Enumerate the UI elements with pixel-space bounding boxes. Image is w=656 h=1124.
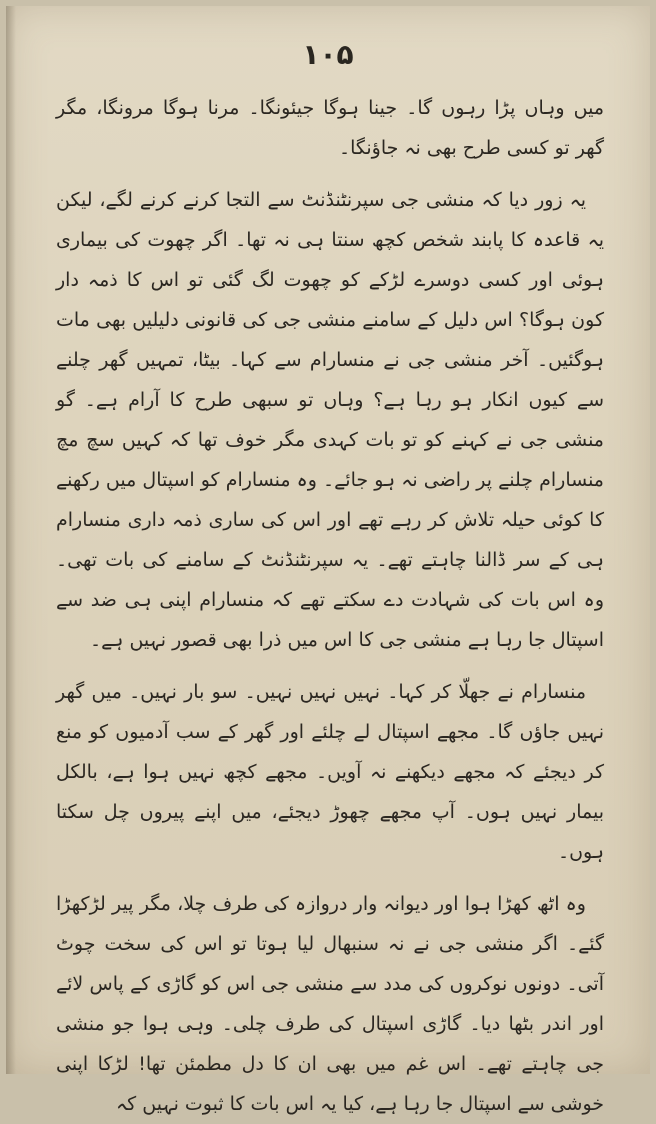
paragraph: منسارام نے جھلّا کر کہا۔ نہیں نہیں نہیں۔ سو بار نہیں۔ میں گھر نہیں جاؤں گا۔ مجھے اسپتال لے چلئے اور گھر کے سب آدمیوں کو منع کر دیجئے کہ مجھے دیکھنے نہ آویں۔ مجھے کچھ نہیں ہوا ہے، بالکل بیمار نہیں ہوں۔ آپ مجھے چھوڑ دیجئے، میں اپنے پیروں چل سکتا ہوں۔ <box>56 681 604 863</box>
paragraph: وہ اٹھ کھڑا ہوا اور دیوانہ وار دروازہ کی طرف چلا، مگر پیر لڑکھڑا گئے۔ اگر منشی جی نے نہ سنبھال لیا ہوتا تو اس کی سخت چوٹ آتی۔ دونوں نوکروں کی مدد سے منشی جی اس کو گاڑی کے پاس لائے اور اندر بٹھا دیا۔ گاڑی اسپتال کی طرف چلی۔ وہی ہوا جو منشی جی چاہتے تھے۔ اس غم میں بھی ان کا دل مطمئن تھا! لڑکا اپنی خوشی سے اسپتال جا رہا ہے، کیا یہ اس بات کا ثبوت نہیں کہ <box>56 893 604 1115</box>
paragraph: میں وہاں پڑا رہوں گا۔ جینا ہوگا جیئونگا۔ مرنا ہوگا مرونگا، مگر گھر تو کسی طرح بھی نہ جاؤنگا۔ <box>56 97 604 159</box>
paragraph: یہ زور دیا کہ منشی جی سپرنٹنڈنٹ سے التجا کرنے کرنے لگے، لیکن یہ قاعدہ کا پابند شخص کچھ سنتا ہی نہ تھا۔ اگر چھوت کی بیماری ہوئی اور کسی دوسرے لڑکے کو چھوت لگ گئی تو اس کا ذمہ دار کون ہوگا؟ اس دلیل کے سامنے منشی جی کی قانونی دلیلیں بھی مات ہوگئیں۔ آخر منشی جی نے منسارام سے کہا۔ بیٹا، تمہیں گھر چلنے سے کیوں انکار ہو رہا ہے؟ وہاں تو سبھی طرح کا آرام ہے۔ گو منشی جی نے کہنے کو تو بات کہدی مگر خوف تھا کہ کہیں سچ مچ منسارام چلنے پر راضی نہ ہو جائے۔ وہ منسارام کو اسپتال میں رکھنے کا کوئی حیلہ تلاش کر رہے تھے اور اس کی ساری ذمہ داری منسارام ہی کے سر ڈالنا چاہتے تھے۔ یہ سپرنٹنڈنٹ کے سامنے کی بات تھی۔ وہ اس بات کی شہادت دے سکتے تھے کہ منسارام اپنی ہی ضد سے اسپتال جا رہا ہے منشی جی کا اس میں ذرا بھی قصور نہیں ہے۔ <box>56 189 604 651</box>
page-binding-shadow <box>6 6 16 1074</box>
page-text <box>56 88 604 1115</box>
page-number: ۱۰۵ <box>302 38 354 71</box>
book-page <box>6 6 650 1115</box>
